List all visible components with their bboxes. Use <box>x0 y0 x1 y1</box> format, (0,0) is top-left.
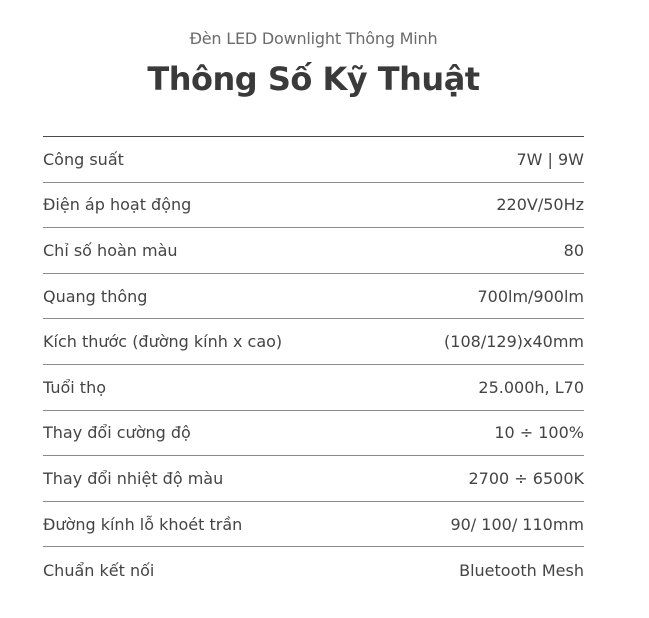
spec-value: 80 <box>563 240 584 260</box>
spec-label: Chỉ số hoàn màu <box>43 240 178 260</box>
spec-value: 10 ÷ 100% <box>494 423 584 443</box>
spec-row-cutout <box>43 502 584 548</box>
spec-row-dimming <box>43 411 584 457</box>
spec-value: 7W | 9W <box>516 149 584 169</box>
spec-row-cri <box>43 228 584 274</box>
product-subtitle: Đèn LED Downlight Thông Minh <box>189 29 438 48</box>
spec-label: Quang thông <box>43 286 148 306</box>
spec-value: 2700 ÷ 6500K <box>468 468 584 488</box>
spec-label: Kích thước (đường kính x cao) <box>43 332 283 352</box>
spec-label: Chuẩn kết nối <box>43 560 155 580</box>
spec-table <box>43 136 584 593</box>
spec-value: (108/129)x40mm <box>444 332 584 352</box>
spec-label: Công suất <box>43 149 124 169</box>
spec-row-connectivity <box>43 547 584 593</box>
spec-value: 25.000h, L70 <box>478 377 584 397</box>
spec-row-luminous-flux <box>43 274 584 320</box>
spec-row-color-temperature <box>43 456 584 502</box>
spec-label: Thay đổi nhiệt độ màu <box>43 468 224 488</box>
spec-value: Bluetooth Mesh <box>459 560 584 580</box>
spec-row-lifetime <box>43 365 584 411</box>
spec-row-power <box>43 137 584 183</box>
spec-row-voltage <box>43 183 584 229</box>
spec-value: 700lm/900lm <box>477 286 584 306</box>
spec-label: Tuổi thọ <box>43 377 107 397</box>
spec-label: Thay đổi cường độ <box>43 423 191 443</box>
spec-value: 90/ 100/ 110mm <box>450 514 584 534</box>
spec-row-dimensions <box>43 319 584 365</box>
spec-label: Điện áp hoạt động <box>43 195 192 215</box>
spec-label: Đường kính lỗ khoét trần <box>43 514 243 534</box>
page-title: Thông Số Kỹ Thuật <box>147 60 480 98</box>
spec-value: 220V/50Hz <box>496 195 584 215</box>
